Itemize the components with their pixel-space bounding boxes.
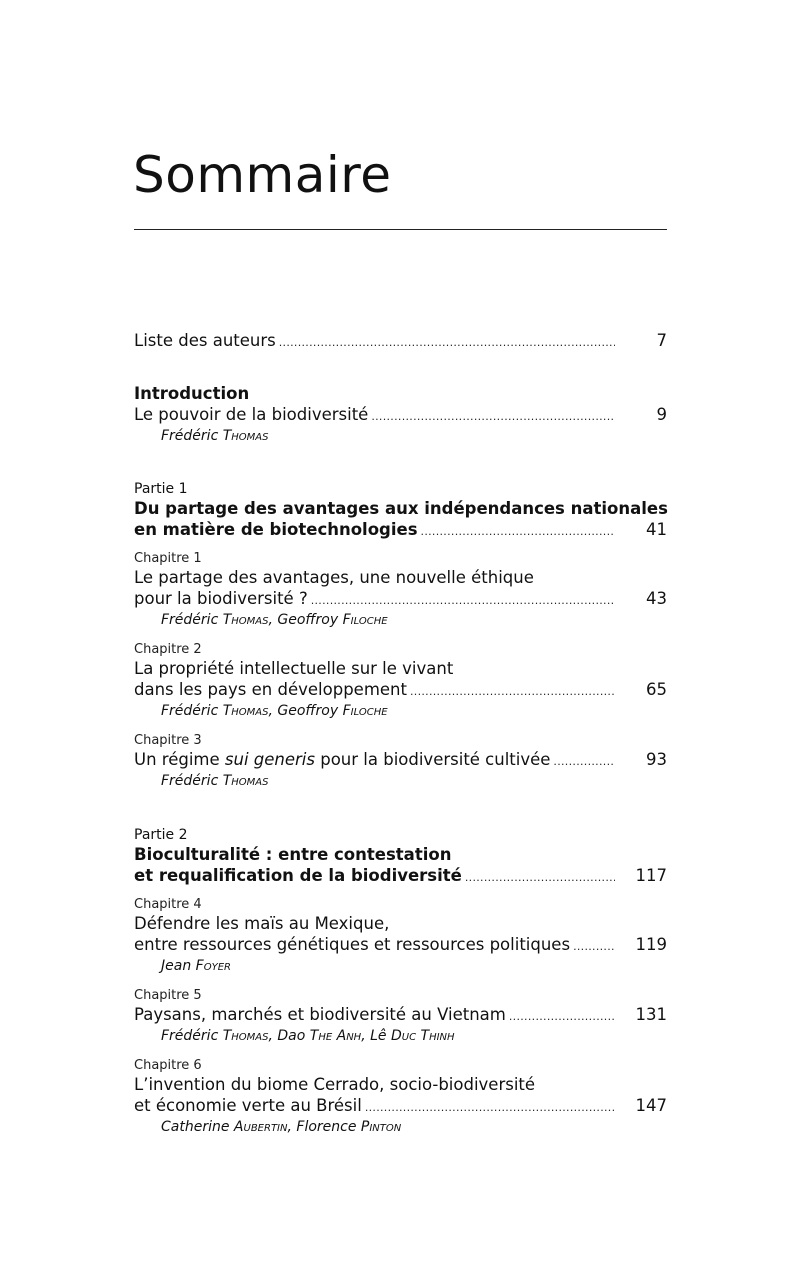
toc-entry-chapitre-1[interactable] <box>134 551 667 630</box>
dot-leader <box>421 521 615 542</box>
toc-entry-chapitre-5[interactable] <box>134 988 667 1046</box>
section-label: Introduction <box>134 384 250 403</box>
dot-leader <box>365 1097 615 1118</box>
part-label: Partie 1 <box>134 481 188 497</box>
page-number: 117 <box>635 866 667 885</box>
entry-title: Un régime sui generis pour la biodiversité cultivée <box>134 750 551 769</box>
entry-title-line-2: pour la biodiversité ? <box>134 589 308 608</box>
page-number: 147 <box>635 1096 667 1115</box>
entry-title-line-1: La propriété intellectuelle sur le vivant <box>134 659 454 678</box>
entry-authors: Frédéric Thomas, Geoffroy Filoche <box>161 612 388 628</box>
page-number: 43 <box>646 589 667 608</box>
entry-authors: Frédéric Thomas <box>161 428 269 444</box>
dot-leader <box>279 332 615 353</box>
chapter-label: Chapitre 5 <box>134 988 202 1003</box>
toc-entry-introduction[interactable] <box>134 383 667 446</box>
entry-authors: Frédéric Thomas, Geoffroy Filoche <box>161 703 388 719</box>
toc-entry-partie-2[interactable] <box>134 826 667 888</box>
page-title: Sommaire <box>133 146 392 204</box>
chapter-label: Chapitre 6 <box>134 1058 202 1073</box>
page-number: 131 <box>635 1005 667 1024</box>
entry-title-line-2: et économie verte au Brésil <box>134 1096 362 1115</box>
entry-authors: Jean Foyer <box>161 958 231 974</box>
dot-leader <box>410 681 615 702</box>
part-title-line-2: et requalification de la biodiversité <box>134 866 462 885</box>
dot-leader <box>573 936 615 957</box>
page-number: 65 <box>646 680 667 699</box>
part-title-line-2: en matière de biotechnologies <box>134 520 418 539</box>
toc-entry-chapitre-6[interactable] <box>134 1058 667 1137</box>
entry-title-line-1: L’invention du biome Cerrado, socio-biodiversité <box>134 1075 536 1094</box>
entry-title-line-1: Le partage des avantages, une nouvelle éthique <box>134 568 534 587</box>
part-title-line-1: Bioculturalité : entre contestation <box>134 845 452 864</box>
dot-leader <box>311 590 615 611</box>
toc-entry-liste-auteurs[interactable] <box>134 330 667 353</box>
dot-leader <box>509 1006 615 1027</box>
page-number: 93 <box>646 750 667 769</box>
dot-leader <box>465 867 615 888</box>
dot-leader <box>371 406 615 427</box>
entry-authors: Catherine Aubertin, Florence Pinton <box>161 1119 402 1135</box>
part-label: Partie 2 <box>134 827 188 843</box>
toc-entry-chapitre-2[interactable] <box>134 642 667 721</box>
page-number: 9 <box>656 405 667 424</box>
toc-entry-chapitre-4[interactable] <box>134 897 667 976</box>
toc-entry-chapitre-3[interactable] <box>134 733 667 791</box>
part-title-line-1: Du partage des avantages aux indépendances nationales <box>134 499 668 518</box>
entry-title: Liste des auteurs <box>134 331 276 350</box>
entry-authors: Frédéric Thomas, Dao The Anh, Lê Duc Thinh <box>161 1028 455 1044</box>
entry-authors: Frédéric Thomas <box>161 773 269 789</box>
entry-title-line-2: dans les pays en développement <box>134 680 407 699</box>
title-divider <box>134 229 667 230</box>
chapter-label: Chapitre 4 <box>134 897 202 912</box>
entry-title-line-1: Défendre les maïs au Mexique, <box>134 914 390 933</box>
entry-title-line-2: entre ressources génétiques et ressources politiques <box>134 935 571 954</box>
chapter-label: Chapitre 3 <box>134 733 202 748</box>
page-number: 119 <box>635 935 667 954</box>
entry-title: Paysans, marchés et biodiversité au Vietnam <box>134 1005 506 1024</box>
entry-title: Le pouvoir de la biodiversité <box>134 405 369 424</box>
chapter-label: Chapitre 1 <box>134 551 202 566</box>
toc-entry-partie-1[interactable] <box>134 480 667 542</box>
dot-leader <box>553 751 615 772</box>
page-number: 7 <box>656 331 667 350</box>
chapter-label: Chapitre 2 <box>134 642 202 657</box>
page-number: 41 <box>646 520 667 539</box>
